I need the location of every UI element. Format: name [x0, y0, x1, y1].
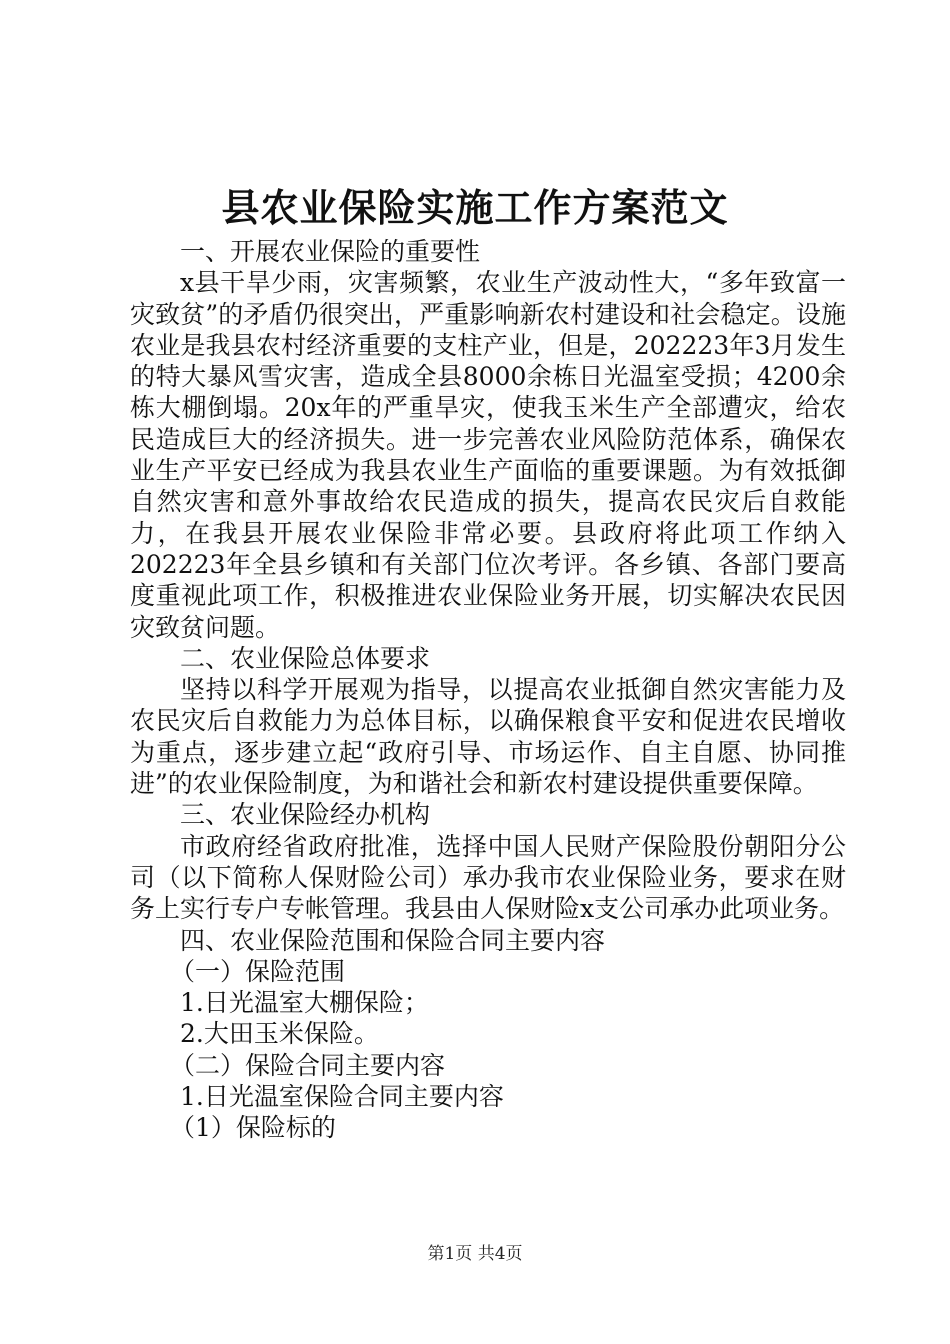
- section-1-paragraph: x县干旱少雨，灾害频繁，农业生产波动性大，“多年致富一灾致贫”的矛盾仍很突出，严重影响新农村建设和社会稳定。设施农业是我县农村经济重要的支柱产业，但是，202223年3月发生的特大暴风雪灾害，造成全县8000余栋日光温室受损；4200余栋大棚倒塌。20x年的严重旱灾，使我玉米生产全部遭灾，给农民造成巨大的经济损失。进一步完善农业风险防范体系，确保农业生产平安已经成为我县农业生产面临的重要课题。为有效抵御自然灾害和意外事故给农民造成的损失，提高农民灾后自救能力，在我县开展农业保险非常必要。县政府将此项工作纳入202223年全县乡镇和有关部门位次考评。各乡镇、各部门要高度重视此项工作，积极推进农业保险业务开展，切实解决农民因灾致贫问题。: [130, 268, 846, 642]
- document-body: [130, 236, 846, 1144]
- section-2-heading: 二、农业保险总体要求: [180, 643, 431, 673]
- section-2-paragraph: 坚持以科学开展观为指导，以提高农业抵御自然灾害能力及农民灾后自救能力为总体目标，以确保粮食平安和促进农民增收为重点，逐步建立起“政府引导、市场运作、自主自愿、协同推进”的农业保险制度，为和谐社会和新农村建设提供重要保障。: [130, 675, 846, 799]
- section-4-subheading-scope: （一）保险范围: [170, 956, 346, 986]
- section-1-heading: 一、开展农业保险的重要性: [180, 237, 481, 266]
- section-4-item-greenhouse: 1.日光温室大棚保险；: [180, 988, 429, 1018]
- section-4-heading: 四、农业保险范围和保险合同主要内容: [180, 925, 606, 955]
- section-3-paragraph: 市政府经省政府批准，选择中国人民财产保险股份朝阳分公司（以下简称人保财险公司）承办我市农业保险业务，要求在财务上实行专户专帐管理。我县由人保财险x支公司承办此项业务。: [130, 831, 846, 924]
- page-footer: 第1页 共4页: [427, 1244, 523, 1264]
- document-title: 县农业保险实施工作方案范文: [221, 185, 729, 230]
- section-4-item-greenhouse-contract: 1.日光温室保险合同主要内容: [180, 1082, 504, 1112]
- section-3-heading: 三、农业保险经办机构: [180, 800, 431, 830]
- section-4-item-insured-subject: （1）保险标的: [170, 1113, 336, 1143]
- section-4-subheading-contract: （二）保险合同主要内容: [170, 1050, 446, 1080]
- section-4-item-corn: 2.大田玉米保险。: [180, 1019, 379, 1049]
